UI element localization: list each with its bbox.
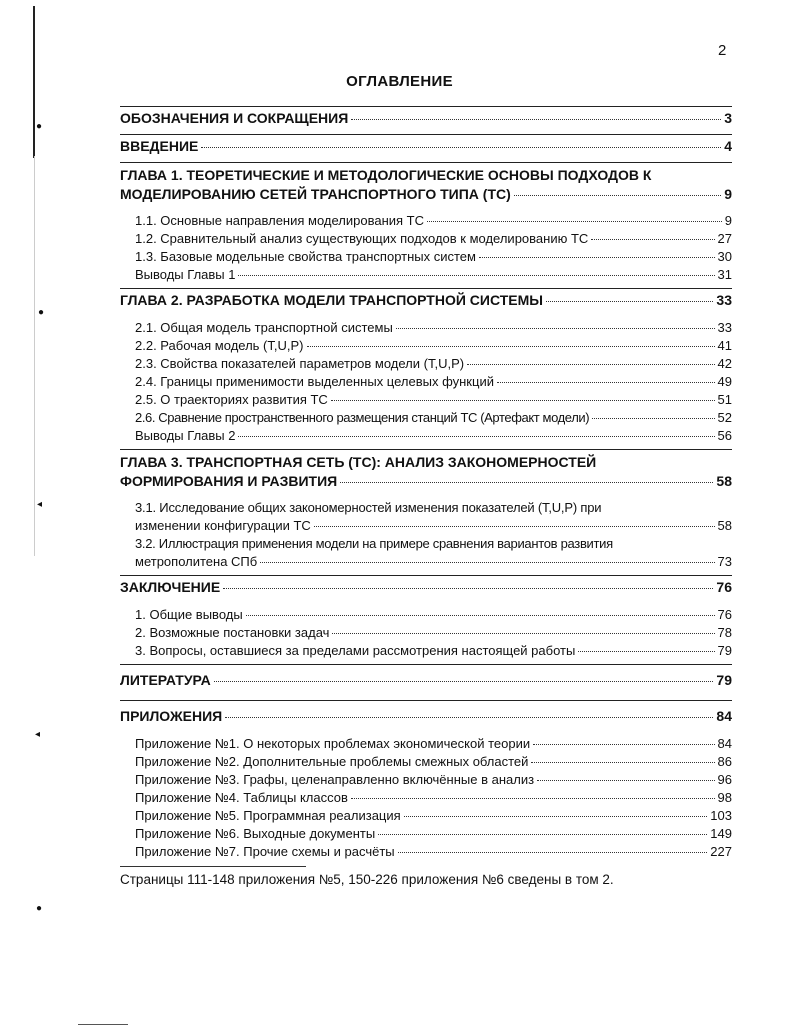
margin-tick [34,156,35,556]
toc-entry-chapter-3[interactable]: ГЛАВА 3. ТРАНСПОРТНАЯ СЕТЬ (ТС): АНАЛИЗ ЗАКОНОМЕРНОСТЕЙ ФОРМИРОВАНИЯ И РАЗВИТИЯ 58 [120,454,732,489]
toc-subentry[interactable]: Выводы Главы 1 31 [135,267,732,282]
toc-entry-chapter-2[interactable]: ГЛАВА 2. РАЗРАБОТКА МОДЕЛИ ТРАНСПОРТНОЙ СИСТЕМЫ 33 [120,292,732,308]
toc-subentry[interactable]: 2. Возможные постановки задач 78 [135,625,732,640]
footnote-rule [120,866,306,867]
toc-subentry[interactable]: 1.3. Базовые модельные свойства транспортных систем 30 [135,249,732,264]
toc-subentry[interactable]: 3. Вопросы, оставшиеся за пределами рассмотрения настоящей работы 79 [135,643,732,658]
toc-entry-abbreviations[interactable]: ОБОЗНАЧЕНИЯ И СОКРАЩЕНИЯ 3 [120,110,732,126]
toc-subentry[interactable]: Приложение №2. Дополнительные проблемы смежных областей 86 [135,754,732,769]
bottom-rule [78,1024,128,1025]
toc-subentry[interactable]: Приложение №6. Выходные документы 149 [135,826,732,841]
toc-entry-appendices[interactable]: ПРИЛОЖЕНИЯ 84 [120,708,732,724]
toc-subentry[interactable]: 3.2. Иллюстрация применения модели на примере сравнения вариантов развития метрополитена СПб 73 [135,536,732,569]
toc-subentry[interactable]: Приложение №7. Прочие схемы и расчёты 227 [135,844,732,859]
toc-subentry[interactable]: 2.4. Границы применимости выделенных целевых функций 49 [135,374,732,389]
footnote: Страницы 111-148 приложения №5, 150-226 приложения №6 сведены в том 2. [120,872,614,887]
toc-subentry[interactable]: Приложение №3. Графы, целенаправленно включённые в анализ 96 [135,772,732,787]
margin-dot: ◂ [37,499,43,510]
margin-dot: ● [36,121,43,132]
toc-subentry[interactable]: 2.3. Свойства показателей параметров модели (T,U,P) 42 [135,356,732,371]
toc-subentry[interactable]: 3.1. Исследование общих закономерностей изменения показателей (T,U,P) при изменении конфигурации ТС 58 [135,500,732,533]
margin-dot: ● [38,307,45,318]
toc-entry-chapter-1[interactable]: ГЛАВА 1. ТЕОРЕТИЧЕСКИЕ И МЕТОДОЛОГИЧЕСКИЕ ОСНОВЫ ПОДХОДОВ К МОДЕЛИРОВАНИЮ СЕТЕЙ ТРАНСПОРТНОГО ТИПА (ТС) 9 [120,167,732,202]
toc-subentry[interactable]: 1.1. Основные направления моделирования ТС 9 [135,213,732,228]
toc-subentry[interactable]: 2.2. Рабочая модель (T,U,P) 41 [135,338,732,353]
toc-subentry[interactable]: 2.1. Общая модель транспортной системы 33 [135,320,732,335]
margin-dot: ◂ [35,729,41,740]
toc-entry-conclusion[interactable]: ЗАКЛЮЧЕНИЕ 76 [120,579,732,595]
toc-subentry[interactable]: 1. Общие выводы 76 [135,607,732,622]
margin-dot: ● [36,903,43,914]
toc-entry-introduction[interactable]: ВВЕДЕНИЕ 4 [120,138,732,154]
page-number: 2 [718,42,727,59]
toc-subentry[interactable]: 1.2. Сравнительный анализ существующих подходов к моделированию ТС 27 [135,231,732,246]
toc-subentry[interactable]: Приложение №4. Таблицы классов 98 [135,790,732,805]
table-of-contents [120,106,732,865]
toc-subentry[interactable]: Приложение №5. Программная реализация 103 [135,808,732,823]
toc-entry-literature[interactable]: ЛИТЕРАТУРА 79 [120,672,732,688]
toc-subentry[interactable]: 2.6. Сравнение пространственного размещения станций ТС (Артефакт модели) 52 [135,410,732,425]
page-title: ОГЛАВЛЕНИЕ [346,73,453,90]
toc-subentry[interactable]: Приложение №1. О некоторых проблемах экономической теории 84 [135,736,732,751]
toc-subentry[interactable]: Выводы Главы 2 56 [135,428,732,443]
toc-subentry[interactable]: 2.5. О траекториях развития ТС 51 [135,392,732,407]
